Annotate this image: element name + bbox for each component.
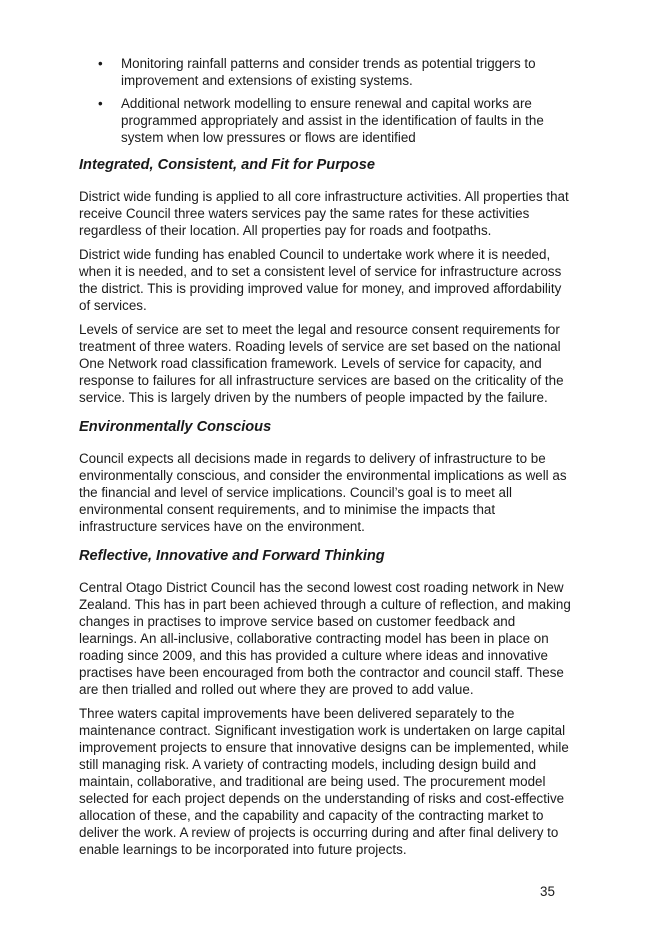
bullet-icon: • <box>98 56 103 71</box>
section-integrated <box>79 156 575 406</box>
bullet-text: Additional network modelling to ensure renewal and capital works are programmed appropriately and assist in the identification of faults in the system when low pressures or flows are identified <box>121 96 544 145</box>
page-number: 35 <box>540 884 555 899</box>
section-heading: Environmentally Conscious <box>79 419 272 435</box>
paragraph: Three waters capital improvements have been delivered separately to the maintenance contract. Significant investigation work is undertaken on large capital improvement projects to ensure that innovative designs can be implemented, while still managing risk. A variety of contracting models, including design build and maintain, collaborative, and traditional are being used. The procurement model selected for each project depends on the understanding of risks and cost-effective allocation of these, and the capability and capacity of the contracting market to deliver the work. A review of projects is occurring during and after final delivery to enable learnings to be incorporated into future projects. <box>79 706 569 857</box>
section-heading: Reflective, Innovative and Forward Thinking <box>79 548 385 564</box>
section-environmental <box>79 418 575 535</box>
bullet-icon: • <box>98 96 103 111</box>
paragraph: District wide funding is applied to all core infrastructure activities. All properties that receive Council three waters services pay the same rates for these activities regardless of their location. All properties pay for roads and footpaths. <box>79 189 569 238</box>
paragraph: Central Otago District Council has the second lowest cost roading network in New Zealand. This has in part been achieved through a culture of reflection, and making changes in practises to improve service based on customer feedback and learnings. An all-inclusive, collaborative contracting model has been in place on roading since 2009, and this has provided a culture where ideas and innovative practises have been encouraged from both the contractor and council staff. These are then trialled and rolled out where they are proved to add value. <box>79 580 571 697</box>
bullet-item <box>79 55 575 89</box>
bullet-item <box>79 95 575 146</box>
paragraph: Levels of service are set to meet the legal and resource consent requirements for treatment of three waters. Roading levels of service are set based on the national One Network road classification framework. Levels of service for capacity, and response to failures for all infrastructure services are based on the criticality of the service. This is largely driven by the numbers of people impacted by the failure. <box>79 322 564 405</box>
paragraph: District wide funding has enabled Council to undertake work where it is needed, when it is needed, and to set a consistent level of service for infrastructure across the district. This is providing improved value for money, and improved affordability of services. <box>79 247 562 313</box>
bullet-text: Monitoring rainfall patterns and consider trends as potential triggers to improvement and extensions of existing systems. <box>121 56 536 88</box>
paragraph: Council expects all decisions made in regards to delivery of infrastructure to be environmentally conscious, and consider the environmental implications as well as the financial and level of service implications. Council’s goal is to meet all environmental consent requirements, and to minimise the impacts that infrastructure services have on the environment. <box>79 451 567 534</box>
section-reflective <box>79 547 575 858</box>
bullet-list <box>79 55 575 146</box>
section-heading: Integrated, Consistent, and Fit for Purpose <box>79 157 375 173</box>
